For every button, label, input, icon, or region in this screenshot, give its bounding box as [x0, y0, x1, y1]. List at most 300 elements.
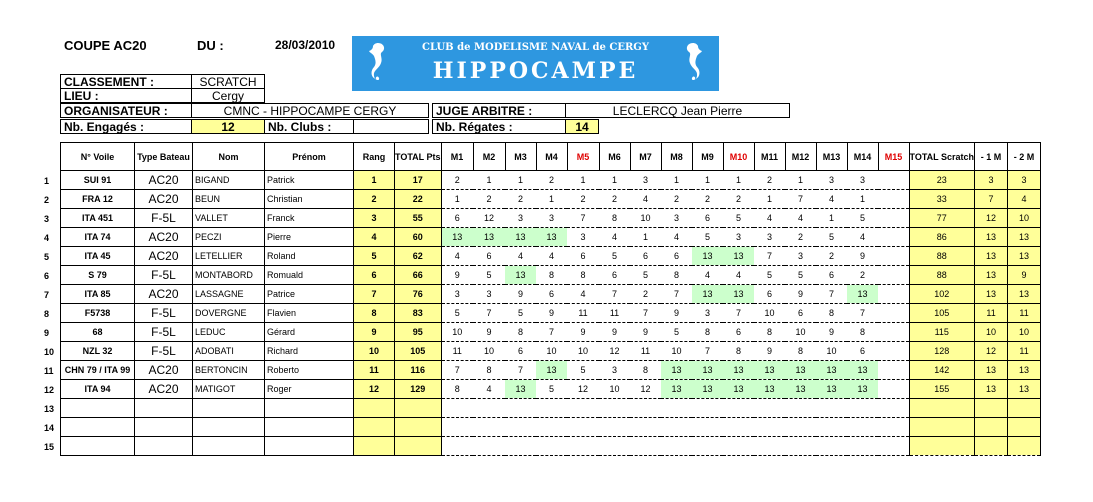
- minus-one-race: 13: [975, 266, 1008, 285]
- column-header: M12: [785, 143, 816, 171]
- last-name: MATIGOT: [193, 380, 265, 399]
- race-score: 6: [661, 247, 692, 266]
- race-score: [847, 399, 878, 418]
- boat-type: AC20: [135, 285, 193, 304]
- juge-label: JUGE ARBITRE :: [432, 103, 566, 118]
- race-score: 1: [723, 171, 754, 190]
- minus-two-races: 13: [1008, 361, 1041, 380]
- race-score: 8: [567, 266, 599, 285]
- race-score: 4: [567, 285, 599, 304]
- race-score: [473, 437, 505, 456]
- race-score: 9: [847, 247, 878, 266]
- race-score: [878, 418, 909, 437]
- race-score: [441, 437, 473, 456]
- race-score: 6: [723, 323, 754, 342]
- club-name: CLUB de MODELISME NAVAL de CERGY: [422, 42, 649, 53]
- minus-one-race: 13: [975, 247, 1008, 266]
- race-score: 13: [692, 361, 723, 380]
- race-score: [723, 418, 754, 437]
- minus-two-races: [1008, 437, 1041, 456]
- race-score: 6: [505, 342, 536, 361]
- classement-label: CLASSEMENT :: [60, 74, 192, 89]
- minus-two-races: [1008, 418, 1041, 437]
- clubs-value: [353, 119, 429, 134]
- race-score: 13: [505, 380, 536, 399]
- rank: [354, 418, 395, 437]
- juge-value: LECLERCQ Jean Pierre: [565, 103, 790, 118]
- first-name: Christian: [265, 190, 354, 209]
- race-score: 4: [599, 228, 630, 247]
- rank: 10: [354, 342, 395, 361]
- column-header: TOTAL Pts: [395, 143, 442, 171]
- race-score: 2: [692, 190, 723, 209]
- race-score: 5: [536, 380, 567, 399]
- column-header: M3: [505, 143, 536, 171]
- row-number: 1: [44, 176, 50, 186]
- organisateur-label: ORGANISATEUR :: [60, 103, 192, 118]
- race-score: [878, 209, 909, 228]
- club-logo: [352, 36, 719, 91]
- race-score: 9: [661, 304, 692, 323]
- race-score: 8: [441, 380, 473, 399]
- race-score: 9: [473, 323, 505, 342]
- race-score: 13: [692, 380, 723, 399]
- race-score: 4: [816, 190, 847, 209]
- race-score: [536, 399, 567, 418]
- race-score: [473, 399, 505, 418]
- race-score: 5: [599, 247, 630, 266]
- boat-type: AC20: [135, 361, 193, 380]
- race-score: [505, 418, 536, 437]
- column-header: M2: [473, 143, 505, 171]
- race-score: [785, 437, 816, 456]
- total-points: 60: [395, 228, 442, 247]
- race-score: 9: [441, 266, 473, 285]
- race-score: [878, 323, 909, 342]
- race-score: 3: [630, 171, 661, 190]
- minus-one-race: 11: [975, 304, 1008, 323]
- race-score: [878, 190, 909, 209]
- row-number: 6: [44, 271, 50, 281]
- last-name: LASSAGNE: [193, 285, 265, 304]
- race-score: 13: [754, 380, 785, 399]
- sail-number: NZL 32: [61, 342, 135, 361]
- rank: 1: [354, 171, 395, 190]
- row-number: 3: [44, 214, 50, 224]
- table-header-row: [61, 143, 1041, 171]
- race-score: [878, 361, 909, 380]
- total-scratch: 88: [909, 247, 975, 266]
- race-score: 1: [754, 190, 785, 209]
- race-score: 3: [505, 209, 536, 228]
- minus-two-races: 10: [1008, 209, 1041, 228]
- sail-number: ITA 451: [61, 209, 135, 228]
- race-score: [536, 418, 567, 437]
- column-header: M15: [878, 143, 909, 171]
- sail-number: ITA 45: [61, 247, 135, 266]
- column-header: M7: [630, 143, 661, 171]
- boat-type: AC20: [135, 380, 193, 399]
- race-score: 1: [785, 171, 816, 190]
- race-score: 4: [661, 228, 692, 247]
- race-score: [816, 418, 847, 437]
- race-score: [661, 437, 692, 456]
- race-score: [878, 171, 909, 190]
- sail-number: S 79: [61, 266, 135, 285]
- first-name: Patrick: [265, 171, 354, 190]
- date-label: DU :: [197, 38, 224, 53]
- race-score: 7: [599, 285, 630, 304]
- race-score: 1: [536, 190, 567, 209]
- race-score: 13: [723, 285, 754, 304]
- race-score: [878, 228, 909, 247]
- first-name: Patrice: [265, 285, 354, 304]
- race-score: 6: [630, 247, 661, 266]
- event-date: 28/03/2010: [275, 38, 336, 52]
- column-header: N° Voile: [61, 143, 135, 171]
- row-number: 2: [44, 195, 50, 205]
- race-score: 4: [847, 228, 878, 247]
- total-scratch: [909, 399, 975, 418]
- clubs-label: Nb. Clubs :: [264, 119, 354, 134]
- race-score: 7: [473, 304, 505, 323]
- boat-type: F-5L: [135, 342, 193, 361]
- race-score: 10: [599, 380, 630, 399]
- race-score: 13: [661, 361, 692, 380]
- minus-two-races: 13: [1008, 380, 1041, 399]
- rank: 12: [354, 380, 395, 399]
- column-header: M4: [536, 143, 567, 171]
- total-scratch: 105: [909, 304, 975, 323]
- total-scratch: 128: [909, 342, 975, 361]
- race-score: [567, 418, 599, 437]
- lieu-value: Cergy: [191, 88, 265, 103]
- race-score: 7: [567, 209, 599, 228]
- row-number: 4: [44, 233, 50, 243]
- race-score: 3: [441, 285, 473, 304]
- total-scratch: 86: [909, 228, 975, 247]
- row-number: 13: [44, 404, 55, 414]
- race-score: [661, 418, 692, 437]
- race-score: [692, 437, 723, 456]
- race-score: 13: [661, 380, 692, 399]
- minus-two-races: 10: [1008, 323, 1041, 342]
- rank: [354, 437, 395, 456]
- race-score: 11: [441, 342, 473, 361]
- race-score: 1: [441, 190, 473, 209]
- column-header: M11: [754, 143, 785, 171]
- total-points: [395, 399, 442, 418]
- rank: 6: [354, 266, 395, 285]
- race-score: 11: [630, 342, 661, 361]
- race-score: [878, 380, 909, 399]
- race-score: 12: [599, 342, 630, 361]
- race-score: 2: [473, 190, 505, 209]
- minus-one-race: 10: [975, 323, 1008, 342]
- race-score: 8: [599, 209, 630, 228]
- first-name: Richard: [265, 342, 354, 361]
- last-name: PECZI: [193, 228, 265, 247]
- table-row: [61, 171, 1041, 190]
- race-score: 7: [723, 304, 754, 323]
- minus-two-races: 3: [1008, 171, 1041, 190]
- first-name: Roland: [265, 247, 354, 266]
- last-name: DOVERGNE: [193, 304, 265, 323]
- sail-number: FRA 12: [61, 190, 135, 209]
- race-score: [878, 399, 909, 418]
- race-score: 12: [630, 380, 661, 399]
- boat-type: F-5L: [135, 304, 193, 323]
- race-score: 5: [473, 266, 505, 285]
- race-score: [599, 437, 630, 456]
- race-score: 13: [441, 228, 473, 247]
- race-score: 13: [816, 380, 847, 399]
- race-score: 6: [785, 304, 816, 323]
- race-score: 1: [661, 171, 692, 190]
- race-score: 8: [723, 342, 754, 361]
- race-score: 3: [785, 247, 816, 266]
- race-score: 7: [692, 342, 723, 361]
- race-score: 6: [847, 342, 878, 361]
- column-header: M13: [816, 143, 847, 171]
- total-scratch: [909, 418, 975, 437]
- race-score: 10: [630, 209, 661, 228]
- last-name: VALLET: [193, 209, 265, 228]
- race-score: 2: [536, 171, 567, 190]
- race-score: 7: [536, 323, 567, 342]
- race-score: 7: [505, 361, 536, 380]
- race-score: 3: [473, 285, 505, 304]
- race-score: 13: [723, 361, 754, 380]
- race-score: [785, 399, 816, 418]
- race-score: 8: [505, 323, 536, 342]
- minus-two-races: 11: [1008, 342, 1041, 361]
- last-name: BIGAND: [193, 171, 265, 190]
- race-score: 4: [723, 266, 754, 285]
- race-score: 10: [473, 342, 505, 361]
- sail-number: [61, 399, 135, 418]
- race-score: 6: [567, 247, 599, 266]
- row-number: 15: [44, 442, 55, 452]
- race-score: 3: [599, 361, 630, 380]
- table-row: [61, 304, 1041, 323]
- first-name: [265, 418, 354, 437]
- race-score: 13: [847, 361, 878, 380]
- rank: 9: [354, 323, 395, 342]
- total-points: 17: [395, 171, 442, 190]
- race-score: 8: [816, 304, 847, 323]
- minus-one-race: [975, 399, 1008, 418]
- row-number: 12: [44, 385, 55, 395]
- race-score: 12: [567, 380, 599, 399]
- total-points: [395, 418, 442, 437]
- race-score: 3: [567, 228, 599, 247]
- total-points: 95: [395, 323, 442, 342]
- race-score: 11: [567, 304, 599, 323]
- minus-one-race: 12: [975, 209, 1008, 228]
- table-row: [61, 247, 1041, 266]
- race-score: 3: [754, 228, 785, 247]
- minus-one-race: [975, 437, 1008, 456]
- race-score: 5: [661, 323, 692, 342]
- race-score: [505, 437, 536, 456]
- boat-type: AC20: [135, 228, 193, 247]
- race-score: 9: [785, 285, 816, 304]
- total-points: 22: [395, 190, 442, 209]
- column-header: M9: [692, 143, 723, 171]
- last-name: [193, 399, 265, 418]
- race-score: 8: [754, 323, 785, 342]
- race-score: 5: [441, 304, 473, 323]
- race-score: [723, 399, 754, 418]
- race-score: [816, 437, 847, 456]
- column-header: M14: [847, 143, 878, 171]
- boat-type: [135, 437, 193, 456]
- race-score: 6: [441, 209, 473, 228]
- race-score: 3: [536, 209, 567, 228]
- race-score: 7: [816, 285, 847, 304]
- race-score: [567, 399, 599, 418]
- race-score: 5: [630, 266, 661, 285]
- race-score: 2: [505, 190, 536, 209]
- race-score: 1: [505, 171, 536, 190]
- race-score: 7: [754, 247, 785, 266]
- last-name: BERTONCIN: [193, 361, 265, 380]
- race-score: [505, 399, 536, 418]
- row-number: 7: [44, 290, 50, 300]
- row-number: 11: [44, 366, 54, 376]
- race-score: [661, 399, 692, 418]
- table-row: [61, 342, 1041, 361]
- race-score: 3: [692, 304, 723, 323]
- sail-number: [61, 437, 135, 456]
- race-score: 4: [785, 209, 816, 228]
- race-score: 13: [692, 247, 723, 266]
- table-row: [61, 266, 1041, 285]
- boat-type: AC20: [135, 190, 193, 209]
- race-score: 7: [630, 304, 661, 323]
- sail-number: SUI 91: [61, 171, 135, 190]
- race-score: 13: [723, 247, 754, 266]
- race-score: [878, 437, 909, 456]
- race-score: 13: [847, 380, 878, 399]
- total-points: 62: [395, 247, 442, 266]
- boat-type: [135, 418, 193, 437]
- rank: [354, 399, 395, 418]
- rank: 8: [354, 304, 395, 323]
- race-score: 9: [599, 323, 630, 342]
- race-score: [847, 418, 878, 437]
- race-score: 9: [754, 342, 785, 361]
- race-score: 10: [567, 342, 599, 361]
- race-score: 2: [754, 171, 785, 190]
- boat-type: AC20: [135, 171, 193, 190]
- row-number: 5: [44, 252, 50, 262]
- race-score: 3: [661, 209, 692, 228]
- race-score: 9: [630, 323, 661, 342]
- last-name: ADOBATI: [193, 342, 265, 361]
- sail-number: ITA 94: [61, 380, 135, 399]
- last-name: [193, 418, 265, 437]
- last-name: MONTABORD: [193, 266, 265, 285]
- column-header: M1: [441, 143, 473, 171]
- total-scratch: 115: [909, 323, 975, 342]
- race-score: 4: [536, 247, 567, 266]
- minus-one-race: 3: [975, 171, 1008, 190]
- race-score: 8: [536, 266, 567, 285]
- race-score: [567, 437, 599, 456]
- race-score: 3: [847, 171, 878, 190]
- race-score: 5: [692, 228, 723, 247]
- minus-two-races: 13: [1008, 285, 1041, 304]
- race-score: [599, 418, 630, 437]
- total-points: 116: [395, 361, 442, 380]
- race-score: 6: [754, 285, 785, 304]
- first-name: [265, 399, 354, 418]
- race-score: [878, 266, 909, 285]
- race-score: 5: [785, 266, 816, 285]
- race-score: 11: [599, 304, 630, 323]
- table-row: [61, 380, 1041, 399]
- race-score: 1: [847, 190, 878, 209]
- minus-one-race: 13: [975, 380, 1008, 399]
- row-number: 14: [44, 423, 55, 433]
- race-score: 2: [441, 171, 473, 190]
- column-header: Prénom: [265, 143, 354, 171]
- race-score: 2: [847, 266, 878, 285]
- total-scratch: 88: [909, 266, 975, 285]
- race-score: [754, 399, 785, 418]
- classement-value: SCRATCH: [191, 74, 265, 89]
- race-score: [723, 437, 754, 456]
- minus-one-race: 13: [975, 285, 1008, 304]
- last-name: LETELLIER: [193, 247, 265, 266]
- race-score: 6: [692, 209, 723, 228]
- engages-label: Nb. Engagés :: [60, 119, 192, 134]
- race-score: 7: [785, 190, 816, 209]
- minus-two-races: 13: [1008, 228, 1041, 247]
- table-row: [61, 399, 1041, 418]
- race-score: [785, 418, 816, 437]
- boat-type: AC20: [135, 247, 193, 266]
- first-name: Gérard: [265, 323, 354, 342]
- race-score: [441, 399, 473, 418]
- rank: 7: [354, 285, 395, 304]
- minus-one-race: 13: [975, 361, 1008, 380]
- column-header: Nom: [193, 143, 265, 171]
- race-score: 8: [692, 323, 723, 342]
- race-score: 3: [816, 171, 847, 190]
- boat-type: [135, 399, 193, 418]
- race-score: [754, 437, 785, 456]
- lieu-label: LIEU :: [60, 88, 192, 103]
- race-score: 4: [754, 209, 785, 228]
- race-score: 2: [599, 190, 630, 209]
- race-score: 6: [536, 285, 567, 304]
- first-name: Pierre: [265, 228, 354, 247]
- last-name: [193, 437, 265, 456]
- race-score: 2: [816, 247, 847, 266]
- total-scratch: 155: [909, 380, 975, 399]
- race-score: 5: [847, 209, 878, 228]
- first-name: Romuald: [265, 266, 354, 285]
- race-score: 4: [441, 247, 473, 266]
- sail-number: ITA 74: [61, 228, 135, 247]
- race-score: 2: [630, 285, 661, 304]
- column-header: M8: [661, 143, 692, 171]
- table-row: [61, 323, 1041, 342]
- race-score: 2: [723, 190, 754, 209]
